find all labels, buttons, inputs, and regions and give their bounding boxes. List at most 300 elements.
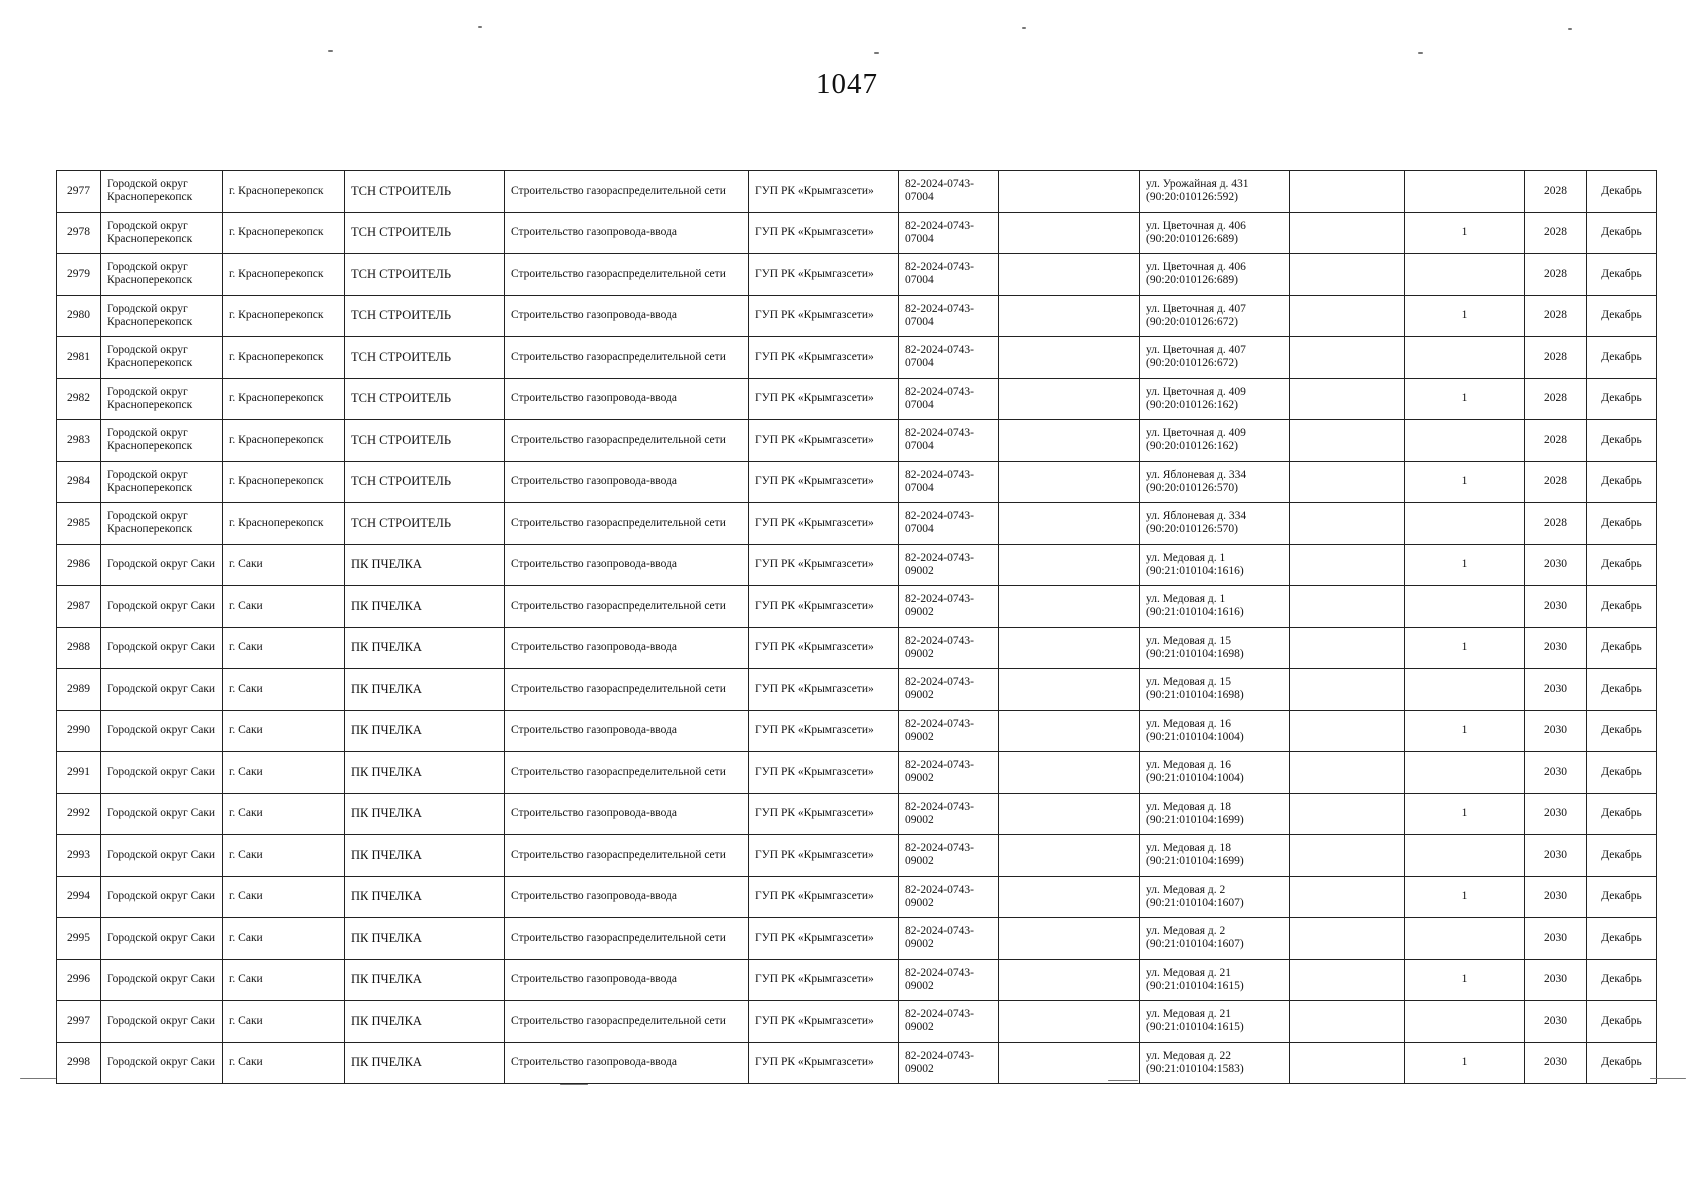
cell-c8 bbox=[999, 171, 1140, 213]
table-row bbox=[57, 669, 1657, 711]
cell-org: ТСН СТРОИТЕЛЬ bbox=[345, 254, 505, 296]
cell-c10 bbox=[1290, 876, 1405, 918]
cell-operator: ГУП РК «Крымгазсети» bbox=[749, 710, 899, 752]
cell-n: 2977 bbox=[57, 171, 101, 213]
cell-year: 2028 bbox=[1525, 337, 1587, 379]
register-table bbox=[56, 170, 1657, 1084]
scan-speck bbox=[478, 26, 482, 28]
cell-locality: г. Саки bbox=[223, 669, 345, 711]
scan-speck bbox=[328, 50, 333, 52]
cell-n: 2995 bbox=[57, 918, 101, 960]
cell-n: 2992 bbox=[57, 793, 101, 835]
cell-c8 bbox=[999, 212, 1140, 254]
cell-c8 bbox=[999, 254, 1140, 296]
cell-c10 bbox=[1290, 544, 1405, 586]
cell-code: 82-2024-0743-07004 bbox=[899, 295, 999, 337]
cell-n: 2989 bbox=[57, 669, 101, 711]
cell-c8 bbox=[999, 876, 1140, 918]
cell-n: 2980 bbox=[57, 295, 101, 337]
table-row bbox=[57, 1042, 1657, 1084]
cell-locality: г. Саки bbox=[223, 710, 345, 752]
cell-operator: ГУП РК «Крымгазсети» bbox=[749, 1001, 899, 1043]
cell-month: Декабрь bbox=[1587, 337, 1657, 379]
cell-n: 2988 bbox=[57, 627, 101, 669]
cell-district: Городской округ Саки bbox=[101, 1042, 223, 1084]
cell-qty bbox=[1405, 669, 1525, 711]
cell-qty: 1 bbox=[1405, 1042, 1525, 1084]
table-row bbox=[57, 793, 1657, 835]
cell-work: Строительство газопровода-ввода bbox=[505, 710, 749, 752]
table-row bbox=[57, 337, 1657, 379]
cell-operator: ГУП РК «Крымгазсети» bbox=[749, 835, 899, 877]
cell-locality: г. Саки bbox=[223, 586, 345, 628]
cell-address: ул. Медовая д. 18 (90:21:010104:1699) bbox=[1140, 793, 1290, 835]
cell-district: Городской округ Саки bbox=[101, 710, 223, 752]
cell-org: ПК ПЧЕЛКА bbox=[345, 752, 505, 794]
cell-code: 82-2024-0743-07004 bbox=[899, 378, 999, 420]
cell-c8 bbox=[999, 627, 1140, 669]
cell-year: 2028 bbox=[1525, 461, 1587, 503]
cell-qty bbox=[1405, 254, 1525, 296]
cell-code: 82-2024-0743-07004 bbox=[899, 254, 999, 296]
cell-qty bbox=[1405, 752, 1525, 794]
cell-month: Декабрь bbox=[1587, 876, 1657, 918]
table-row bbox=[57, 295, 1657, 337]
cell-locality: г. Саки bbox=[223, 1001, 345, 1043]
cell-c10 bbox=[1290, 669, 1405, 711]
cell-work: Строительство газораспределительной сети bbox=[505, 171, 749, 213]
cell-locality: г. Красноперекопск bbox=[223, 295, 345, 337]
cell-operator: ГУП РК «Крымгазсети» bbox=[749, 793, 899, 835]
cell-operator: ГУП РК «Крымгазсети» bbox=[749, 627, 899, 669]
cell-code: 82-2024-0743-09002 bbox=[899, 835, 999, 877]
cell-org: ТСН СТРОИТЕЛЬ bbox=[345, 378, 505, 420]
cell-org: ТСН СТРОИТЕЛЬ bbox=[345, 212, 505, 254]
cell-c8 bbox=[999, 337, 1140, 379]
cell-district: Городской округ Саки bbox=[101, 752, 223, 794]
cell-locality: г. Саки bbox=[223, 627, 345, 669]
cell-operator: ГУП РК «Крымгазсети» bbox=[749, 876, 899, 918]
cell-address: ул. Цветочная д. 407 (90:20:010126:672) bbox=[1140, 337, 1290, 379]
cell-address: ул. Медовая д. 1 (90:21:010104:1616) bbox=[1140, 544, 1290, 586]
cell-address: ул. Медовая д. 18 (90:21:010104:1699) bbox=[1140, 835, 1290, 877]
table-row bbox=[57, 171, 1657, 213]
cell-c8 bbox=[999, 669, 1140, 711]
cell-year: 2030 bbox=[1525, 876, 1587, 918]
cell-n: 2994 bbox=[57, 876, 101, 918]
cell-qty: 1 bbox=[1405, 295, 1525, 337]
cell-n: 2986 bbox=[57, 544, 101, 586]
cell-district: Городской округ Саки bbox=[101, 918, 223, 960]
cell-district: Городской округ Красноперекопск bbox=[101, 254, 223, 296]
cell-work: Строительство газораспределительной сети bbox=[505, 420, 749, 462]
cell-c8 bbox=[999, 918, 1140, 960]
table-row bbox=[57, 918, 1657, 960]
cell-work: Строительство газораспределительной сети bbox=[505, 918, 749, 960]
cell-district: Городской округ Красноперекопск bbox=[101, 461, 223, 503]
cell-org: ТСН СТРОИТЕЛЬ bbox=[345, 461, 505, 503]
cell-code: 82-2024-0743-09002 bbox=[899, 586, 999, 628]
scan-speck bbox=[1568, 28, 1572, 30]
scan-speck bbox=[1108, 1080, 1138, 1081]
cell-month: Декабрь bbox=[1587, 544, 1657, 586]
cell-org: ПК ПЧЕЛКА bbox=[345, 959, 505, 1001]
cell-n: 2985 bbox=[57, 503, 101, 545]
scan-speck bbox=[874, 52, 879, 54]
cell-locality: г. Красноперекопск bbox=[223, 461, 345, 503]
cell-org: ТСН СТРОИТЕЛЬ bbox=[345, 420, 505, 462]
cell-c10 bbox=[1290, 586, 1405, 628]
cell-district: Городской округ Красноперекопск bbox=[101, 420, 223, 462]
cell-operator: ГУП РК «Крымгазсети» bbox=[749, 171, 899, 213]
cell-c10 bbox=[1290, 503, 1405, 545]
cell-locality: г. Красноперекопск bbox=[223, 420, 345, 462]
cell-code: 82-2024-0743-09002 bbox=[899, 793, 999, 835]
cell-org: ПК ПЧЕЛКА bbox=[345, 586, 505, 628]
cell-month: Декабрь bbox=[1587, 710, 1657, 752]
cell-code: 82-2024-0743-09002 bbox=[899, 710, 999, 752]
cell-locality: г. Саки bbox=[223, 752, 345, 794]
cell-year: 2028 bbox=[1525, 212, 1587, 254]
cell-address: ул. Медовая д. 21 (90:21:010104:1615) bbox=[1140, 1001, 1290, 1043]
cell-district: Городской округ Красноперекопск bbox=[101, 378, 223, 420]
cell-qty bbox=[1405, 1001, 1525, 1043]
cell-address: ул. Медовая д. 16 (90:21:010104:1004) bbox=[1140, 752, 1290, 794]
cell-c10 bbox=[1290, 793, 1405, 835]
cell-n: 2983 bbox=[57, 420, 101, 462]
cell-org: ПК ПЧЕЛКА bbox=[345, 835, 505, 877]
cell-year: 2030 bbox=[1525, 627, 1587, 669]
cell-qty: 1 bbox=[1405, 793, 1525, 835]
table-row bbox=[57, 254, 1657, 296]
cell-code: 82-2024-0743-09002 bbox=[899, 959, 999, 1001]
cell-c8 bbox=[999, 461, 1140, 503]
cell-code: 82-2024-0743-09002 bbox=[899, 1042, 999, 1084]
cell-year: 2030 bbox=[1525, 1042, 1587, 1084]
cell-qty: 1 bbox=[1405, 876, 1525, 918]
table-row bbox=[57, 1001, 1657, 1043]
cell-org: ПК ПЧЕЛКА bbox=[345, 627, 505, 669]
cell-month: Декабрь bbox=[1587, 752, 1657, 794]
cell-n: 2982 bbox=[57, 378, 101, 420]
cell-operator: ГУП РК «Крымгазсети» bbox=[749, 378, 899, 420]
cell-n: 2998 bbox=[57, 1042, 101, 1084]
scan-speck bbox=[1418, 52, 1423, 54]
cell-operator: ГУП РК «Крымгазсети» bbox=[749, 586, 899, 628]
cell-year: 2030 bbox=[1525, 710, 1587, 752]
cell-c10 bbox=[1290, 171, 1405, 213]
cell-month: Декабрь bbox=[1587, 254, 1657, 296]
table-row bbox=[57, 378, 1657, 420]
cell-code: 82-2024-0743-09002 bbox=[899, 752, 999, 794]
cell-c10 bbox=[1290, 295, 1405, 337]
cell-qty: 1 bbox=[1405, 212, 1525, 254]
cell-work: Строительство газопровода-ввода bbox=[505, 212, 749, 254]
table-row bbox=[57, 710, 1657, 752]
cell-year: 2028 bbox=[1525, 420, 1587, 462]
cell-address: ул. Медовая д. 16 (90:21:010104:1004) bbox=[1140, 710, 1290, 752]
cell-operator: ГУП РК «Крымгазсети» bbox=[749, 461, 899, 503]
cell-qty: 1 bbox=[1405, 627, 1525, 669]
cell-work: Строительство газораспределительной сети bbox=[505, 1001, 749, 1043]
cell-n: 2991 bbox=[57, 752, 101, 794]
cell-month: Декабрь bbox=[1587, 918, 1657, 960]
cell-code: 82-2024-0743-09002 bbox=[899, 918, 999, 960]
cell-district: Городской округ Саки bbox=[101, 669, 223, 711]
cell-n: 2990 bbox=[57, 710, 101, 752]
cell-month: Декабрь bbox=[1587, 503, 1657, 545]
cell-qty bbox=[1405, 503, 1525, 545]
cell-address: ул. Медовая д. 15 (90:21:010104:1698) bbox=[1140, 627, 1290, 669]
cell-qty: 1 bbox=[1405, 544, 1525, 586]
cell-work: Строительство газопровода-ввода bbox=[505, 295, 749, 337]
cell-work: Строительство газопровода-ввода bbox=[505, 461, 749, 503]
cell-work: Строительство газопровода-ввода bbox=[505, 1042, 749, 1084]
cell-qty bbox=[1405, 586, 1525, 628]
cell-work: Строительство газопровода-ввода bbox=[505, 959, 749, 1001]
cell-org: ТСН СТРОИТЕЛЬ bbox=[345, 337, 505, 379]
cell-code: 82-2024-0743-07004 bbox=[899, 420, 999, 462]
cell-locality: г. Саки bbox=[223, 918, 345, 960]
cell-year: 2030 bbox=[1525, 835, 1587, 877]
cell-district: Городской округ Саки bbox=[101, 959, 223, 1001]
cell-year: 2028 bbox=[1525, 254, 1587, 296]
cell-qty: 1 bbox=[1405, 710, 1525, 752]
cell-code: 82-2024-0743-07004 bbox=[899, 171, 999, 213]
cell-district: Городской округ Саки bbox=[101, 793, 223, 835]
cell-year: 2028 bbox=[1525, 295, 1587, 337]
cell-c10 bbox=[1290, 212, 1405, 254]
cell-c10 bbox=[1290, 461, 1405, 503]
cell-month: Декабрь bbox=[1587, 586, 1657, 628]
cell-month: Декабрь bbox=[1587, 959, 1657, 1001]
cell-month: Декабрь bbox=[1587, 171, 1657, 213]
cell-locality: г. Саки bbox=[223, 959, 345, 1001]
cell-district: Городской округ Саки bbox=[101, 876, 223, 918]
cell-c10 bbox=[1290, 378, 1405, 420]
cell-year: 2030 bbox=[1525, 752, 1587, 794]
table-row bbox=[57, 627, 1657, 669]
cell-year: 2030 bbox=[1525, 918, 1587, 960]
cell-operator: ГУП РК «Крымгазсети» bbox=[749, 295, 899, 337]
cell-month: Декабрь bbox=[1587, 420, 1657, 462]
cell-code: 82-2024-0743-09002 bbox=[899, 627, 999, 669]
cell-org: ПК ПЧЕЛКА bbox=[345, 1001, 505, 1043]
cell-work: Строительство газопровода-ввода bbox=[505, 378, 749, 420]
cell-work: Строительство газораспределительной сети bbox=[505, 254, 749, 296]
cell-month: Декабрь bbox=[1587, 1001, 1657, 1043]
cell-qty bbox=[1405, 918, 1525, 960]
cell-year: 2030 bbox=[1525, 544, 1587, 586]
cell-address: ул. Урожайная д. 431 (90:20:010126:592) bbox=[1140, 171, 1290, 213]
cell-address: ул. Медовая д. 15 (90:21:010104:1698) bbox=[1140, 669, 1290, 711]
cell-address: ул. Медовая д. 1 (90:21:010104:1616) bbox=[1140, 586, 1290, 628]
cell-district: Городской округ Красноперекопск bbox=[101, 295, 223, 337]
cell-work: Строительство газопровода-ввода bbox=[505, 876, 749, 918]
cell-c10 bbox=[1290, 337, 1405, 379]
cell-code: 82-2024-0743-07004 bbox=[899, 461, 999, 503]
cell-c8 bbox=[999, 378, 1140, 420]
cell-c10 bbox=[1290, 627, 1405, 669]
cell-c8 bbox=[999, 752, 1140, 794]
table-row bbox=[57, 461, 1657, 503]
cell-operator: ГУП РК «Крымгазсети» bbox=[749, 1042, 899, 1084]
cell-code: 82-2024-0743-07004 bbox=[899, 337, 999, 379]
cell-c10 bbox=[1290, 959, 1405, 1001]
cell-year: 2028 bbox=[1525, 378, 1587, 420]
cell-address: ул. Цветочная д. 409 (90:20:010126:162) bbox=[1140, 420, 1290, 462]
cell-n: 2993 bbox=[57, 835, 101, 877]
cell-address: ул. Медовая д. 2 (90:21:010104:1607) bbox=[1140, 876, 1290, 918]
cell-n: 2996 bbox=[57, 959, 101, 1001]
cell-qty: 1 bbox=[1405, 959, 1525, 1001]
cell-c8 bbox=[999, 959, 1140, 1001]
cell-district: Городской округ Красноперекопск bbox=[101, 503, 223, 545]
cell-operator: ГУП РК «Крымгазсети» bbox=[749, 212, 899, 254]
cell-locality: г. Саки bbox=[223, 793, 345, 835]
scan-speck bbox=[20, 1078, 56, 1079]
cell-work: Строительство газораспределительной сети bbox=[505, 337, 749, 379]
cell-address: ул. Медовая д. 21 (90:21:010104:1615) bbox=[1140, 959, 1290, 1001]
table-row bbox=[57, 503, 1657, 545]
scan-speck bbox=[1022, 27, 1026, 29]
cell-c10 bbox=[1290, 918, 1405, 960]
cell-n: 2981 bbox=[57, 337, 101, 379]
table-row bbox=[57, 959, 1657, 1001]
cell-district: Городской округ Саки bbox=[101, 835, 223, 877]
cell-org: ТСН СТРОИТЕЛЬ bbox=[345, 171, 505, 213]
cell-operator: ГУП РК «Крымгазсети» bbox=[749, 752, 899, 794]
table-row bbox=[57, 835, 1657, 877]
cell-c8 bbox=[999, 1001, 1140, 1043]
cell-month: Декабрь bbox=[1587, 835, 1657, 877]
cell-month: Декабрь bbox=[1587, 1042, 1657, 1084]
table-row bbox=[57, 212, 1657, 254]
table-row bbox=[57, 420, 1657, 462]
cell-year: 2030 bbox=[1525, 793, 1587, 835]
cell-code: 82-2024-0743-09002 bbox=[899, 544, 999, 586]
cell-work: Строительство газораспределительной сети bbox=[505, 835, 749, 877]
cell-operator: ГУП РК «Крымгазсети» bbox=[749, 669, 899, 711]
cell-operator: ГУП РК «Крымгазсети» bbox=[749, 544, 899, 586]
cell-year: 2030 bbox=[1525, 1001, 1587, 1043]
cell-n: 2979 bbox=[57, 254, 101, 296]
cell-month: Декабрь bbox=[1587, 212, 1657, 254]
cell-org: ПК ПЧЕЛКА bbox=[345, 710, 505, 752]
cell-c8 bbox=[999, 295, 1140, 337]
cell-year: 2030 bbox=[1525, 586, 1587, 628]
cell-locality: г. Саки bbox=[223, 1042, 345, 1084]
cell-work: Строительство газораспределительной сети bbox=[505, 586, 749, 628]
cell-c10 bbox=[1290, 835, 1405, 877]
cell-address: ул. Цветочная д. 406 (90:20:010126:689) bbox=[1140, 254, 1290, 296]
cell-year: 2028 bbox=[1525, 503, 1587, 545]
cell-qty bbox=[1405, 337, 1525, 379]
cell-locality: г. Саки bbox=[223, 876, 345, 918]
cell-n: 2984 bbox=[57, 461, 101, 503]
cell-locality: г. Саки bbox=[223, 835, 345, 877]
cell-work: Строительство газораспределительной сети bbox=[505, 752, 749, 794]
cell-month: Декабрь bbox=[1587, 461, 1657, 503]
cell-district: Городской округ Саки bbox=[101, 1001, 223, 1043]
cell-month: Декабрь bbox=[1587, 627, 1657, 669]
cell-qty bbox=[1405, 171, 1525, 213]
cell-month: Декабрь bbox=[1587, 669, 1657, 711]
cell-address: ул. Цветочная д. 406 (90:20:010126:689) bbox=[1140, 212, 1290, 254]
cell-year: 2030 bbox=[1525, 669, 1587, 711]
cell-district: Городской округ Красноперекопск bbox=[101, 337, 223, 379]
cell-c8 bbox=[999, 1042, 1140, 1084]
cell-locality: г. Красноперекопск bbox=[223, 171, 345, 213]
cell-work: Строительство газораспределительной сети bbox=[505, 669, 749, 711]
cell-address: ул. Цветочная д. 409 (90:20:010126:162) bbox=[1140, 378, 1290, 420]
cell-qty: 1 bbox=[1405, 461, 1525, 503]
cell-org: ПК ПЧЕЛКА bbox=[345, 544, 505, 586]
cell-code: 82-2024-0743-09002 bbox=[899, 669, 999, 711]
cell-address: ул. Медовая д. 22 (90:21:010104:1583) bbox=[1140, 1042, 1290, 1084]
cell-operator: ГУП РК «Крымгазсети» bbox=[749, 337, 899, 379]
cell-c10 bbox=[1290, 1042, 1405, 1084]
cell-org: ТСН СТРОИТЕЛЬ bbox=[345, 295, 505, 337]
cell-operator: ГУП РК «Крымгазсети» bbox=[749, 503, 899, 545]
cell-month: Декабрь bbox=[1587, 295, 1657, 337]
cell-locality: г. Красноперекопск bbox=[223, 337, 345, 379]
cell-qty bbox=[1405, 420, 1525, 462]
cell-n: 2997 bbox=[57, 1001, 101, 1043]
cell-operator: ГУП РК «Крымгазсети» bbox=[749, 959, 899, 1001]
cell-c8 bbox=[999, 710, 1140, 752]
cell-month: Декабрь bbox=[1587, 793, 1657, 835]
table-row bbox=[57, 752, 1657, 794]
cell-n: 2987 bbox=[57, 586, 101, 628]
cell-c10 bbox=[1290, 1001, 1405, 1043]
cell-org: ПК ПЧЕЛКА bbox=[345, 1042, 505, 1084]
cell-code: 82-2024-0743-09002 bbox=[899, 876, 999, 918]
cell-address: ул. Яблоневая д. 334 (90:20:010126:570) bbox=[1140, 503, 1290, 545]
cell-n: 2978 bbox=[57, 212, 101, 254]
cell-work: Строительство газопровода-ввода bbox=[505, 627, 749, 669]
cell-c8 bbox=[999, 503, 1140, 545]
cell-district: Городской округ Красноперекопск bbox=[101, 212, 223, 254]
cell-org: ТСН СТРОИТЕЛЬ bbox=[345, 503, 505, 545]
cell-locality: г. Красноперекопск bbox=[223, 212, 345, 254]
scan-speck bbox=[1650, 1078, 1686, 1079]
cell-org: ПК ПЧЕЛКА bbox=[345, 918, 505, 960]
table-row bbox=[57, 544, 1657, 586]
cell-qty: 1 bbox=[1405, 378, 1525, 420]
cell-work: Строительство газораспределительной сети bbox=[505, 503, 749, 545]
cell-locality: г. Саки bbox=[223, 544, 345, 586]
cell-code: 82-2024-0743-07004 bbox=[899, 503, 999, 545]
cell-address: ул. Медовая д. 2 (90:21:010104:1607) bbox=[1140, 918, 1290, 960]
table-row bbox=[57, 586, 1657, 628]
cell-c8 bbox=[999, 793, 1140, 835]
cell-c8 bbox=[999, 420, 1140, 462]
table-body bbox=[57, 171, 1657, 1084]
cell-org: ПК ПЧЕЛКА bbox=[345, 669, 505, 711]
cell-locality: г. Красноперекопск bbox=[223, 378, 345, 420]
cell-district: Городской округ Саки bbox=[101, 627, 223, 669]
page-number: 1047 bbox=[816, 68, 878, 100]
cell-operator: ГУП РК «Крымгазсети» bbox=[749, 918, 899, 960]
cell-locality: г. Красноперекопск bbox=[223, 503, 345, 545]
cell-work: Строительство газопровода-ввода bbox=[505, 544, 749, 586]
scan-speck bbox=[560, 1084, 588, 1085]
cell-c10 bbox=[1290, 254, 1405, 296]
cell-operator: ГУП РК «Крымгазсети» bbox=[749, 254, 899, 296]
cell-c10 bbox=[1290, 710, 1405, 752]
cell-locality: г. Красноперекопск bbox=[223, 254, 345, 296]
